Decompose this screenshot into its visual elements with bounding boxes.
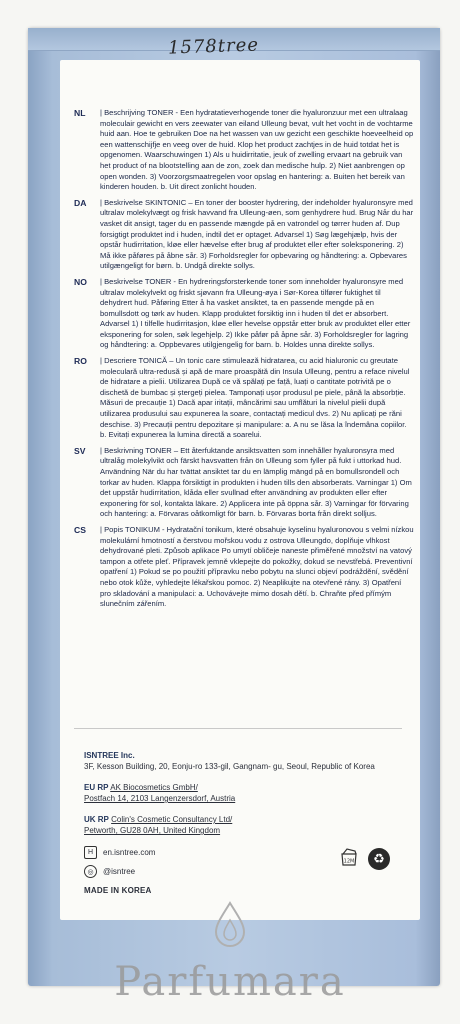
section-cs xyxy=(74,525,414,610)
website-text: en.isntree.com xyxy=(103,848,156,857)
drop-logo-icon xyxy=(212,900,248,950)
lang-code: RO xyxy=(74,356,87,367)
contact-info xyxy=(84,846,155,884)
company-info xyxy=(84,750,384,846)
section-text: | Beschrijving TONER - Een hydratatieverhogende toner die hyaluronzuur met een ultralaag moleculair gewicht en vers zeewater van eiland Ulleung bevat, vult het vocht in de vochtarme huid aan. Hoe te gebruiken Doe na het wassen van uw gezicht een geschikte hoeveelheid op een wattenschijfje en veeg over de huid. Klop het product zachtjes in de huid totdat het is opgenomen. Waarschuwingen 1) Als u huidirritatie, jeuk of zwelling ervaart na gebruik van het product of na blootstelling aan de zon, zoek dan medische hulp. 2) Niet aanbrengen op open wonden. 3) Voorzorgsmaatregelen voor opslag en hantering: a. Buiten het bereik van kinderen houden. b. Uit direct zonlicht houden. xyxy=(100,108,414,192)
section-text: | Beskrivelse SKINTONIC – En toner der booster hydrering, der indeholder hyaluronsyre med ultralav molekylvægt og frisk havvand fra Ulleung-øen, som genhydrere hud. Brug Når du har vasket dit ansigt, tager du en passende mængde på en vatrondel og tørrer huden af. Dup forsigtigt produktet ind i huden, indtil det er optaget. Advarsel 1) Søg lægehjælp, hvis der opstår hudirritation, kløe eller hævelse efter brug af produktet eller efter soleksponering. 2) Må ikke påføres på åbne sår. 3) Forholdsregler for opbevaring og håndtering: a. Opbevares utilgængeligt for børn. b. Undgå direkte sollys. xyxy=(100,197,414,271)
lang-code: NL xyxy=(74,108,86,118)
section-nl xyxy=(74,108,414,193)
uk-rp-line1: Colin's Cosmetic Consultancy Ltd/ xyxy=(111,815,233,824)
language-sections xyxy=(74,108,414,615)
watermark-text: Parfumara xyxy=(114,959,346,1005)
pao-text: 12M xyxy=(343,858,355,865)
section-text: | Popis TONIKUM - Hydratační tonikum, které obsahuje kyselinu hyaluronovou s velmi nízkou molekulární hmotností a čerstvou mořskou vodu z ostrova Ulleungdo, doplňuje vlhkost dehydrované pleti. Způsob aplikace Po umytí obličeje naneste přiměřené množství na vatový tampon a otřete pleť. Přípravek jemně vklepejte do pokožky, dokud se nevstřebá. Preventivní opatření 1) Pokud se po použití přípravku nebo pobytu na slunci objeví podráždění, svědění nebo otok kůže, vyhledejte lékařskou pomoc. 2) Neaplikujte na otevřené rány. 3) Opatření pro skladování a manipulaci: a. Uchovávejte mimo dosah dětí. b. Chraňte před přímým slunečním zářením. xyxy=(100,524,414,609)
lang-code: NO xyxy=(74,276,87,287)
recycle-icon: ♻ xyxy=(368,848,390,870)
section-text: | Descriere TONICĂ – Un tonic care stimulează hidratarea, cu acid hialuronic cu greutate moleculară ultra-redusă și apă de mare proaspătă din Insula Ulleung, pentru a reface nivelul de hidratare a pielii. Utilizarea După ce vă spălați pe față, luați o cantitate potrivită pe o dischetă de bumbac și ștergeți pielea. Tamponați ușor produsul pe piele, până la absorbție. Măsuri de precauție 1) Dacă apar iritații, mâncărimi sau umflături la nivelul pielii după utilizarea produsului sau expunerea la soare, contactați medicul dvs. 2) Nu aplicați pe răni deschise. 3) Precauții pentru depozitare și manipulare: a. A nu se lăsa la îndemâna copiilor. b. Evitați expunerea la lumina directă a soarelui. xyxy=(100,356,410,440)
pao-jar-icon xyxy=(338,846,360,868)
section-ro xyxy=(74,356,414,441)
home-icon: H xyxy=(84,846,97,859)
uk-rp-line2: Petworth, GU28 0AH, United Kingdom xyxy=(84,826,221,835)
section-text: | Beskrivelse TONER - En hydreringsforsterkende toner som inneholder hyaluronsyre med ultralav molekylvekt og friskt sjøvann fra Ulleung-øya i Sør-Korea tilfører fuktighet til dehydrert hud. Påføring Etter å ha vasket ansiktet, ta en passende mengde på en bomullsdott og tørk av huden. Klapp produktet forsiktig inn i huden til det er absorbert. Advarsel 1) I tilfelle hudirritasjon, kløe eller hevelse oppstår etter bruk av produktet eller etter eksponering for solen, søk legehjelp. 2) Ikke påfør på åpne sår. 3) Forholdsregler for lagring og håndtering: a. Oppbevares utilgjengelig for barn. b. Holdes unna direkte sollys. xyxy=(100,276,411,350)
lang-code: SV xyxy=(74,445,86,456)
lang-code: CS xyxy=(74,524,86,535)
info-label xyxy=(60,60,420,920)
section-sv xyxy=(74,446,414,520)
instagram-text: @isntree xyxy=(103,867,136,876)
eu-rp-line2: Postfach 14, 2103 Langenzersdorf, Austria xyxy=(84,794,236,803)
section-da xyxy=(74,198,414,272)
handwritten-note: 1578tree xyxy=(167,34,260,59)
section-no xyxy=(74,277,414,351)
lang-code: DA xyxy=(74,197,87,208)
made-in-korea: MADE IN KOREA xyxy=(84,886,152,895)
uk-rp-label: UK RP xyxy=(84,815,109,824)
instagram-icon: ◎ xyxy=(84,865,97,878)
section-text: | Beskrivning TONER – Ett återfuktande ansiktsvatten som innehåller hyaluronsyra med ultralåg molekylvikt och färskt havsvatten från ön Ulleung som fyller på fukt i uttorkad hud. Användning När du har tvättat ansiktet tar du en lämplig mängd på en bomullsrondell och torkar av huden. Klappa försiktigt in produkten i huden tills den absorberats. Varningar 1) Om det uppstår hudirritation, klåda eller svullnad efter användning av produkten eller efter exponering för sol, kontakta läkare. 2) Applicera inte på öppna sår. 3) Varningar för förvaring och hantering: a. Förvaras oåtkomligt för barn. b. Förvaras borta från direkt solljus. xyxy=(100,445,412,519)
watermark xyxy=(0,900,460,1005)
company-address: 3F, Kesson Building, 20, Eonju-ro 133-gil, Gangnam- gu, Seoul, Republic of Korea xyxy=(84,762,375,771)
divider xyxy=(74,728,402,729)
company-name: ISNTREE Inc. xyxy=(84,751,135,760)
eu-rp-label: EU RP xyxy=(84,783,109,792)
eu-rp-line1: AK Biocosmetics GmbH/ xyxy=(110,783,198,792)
